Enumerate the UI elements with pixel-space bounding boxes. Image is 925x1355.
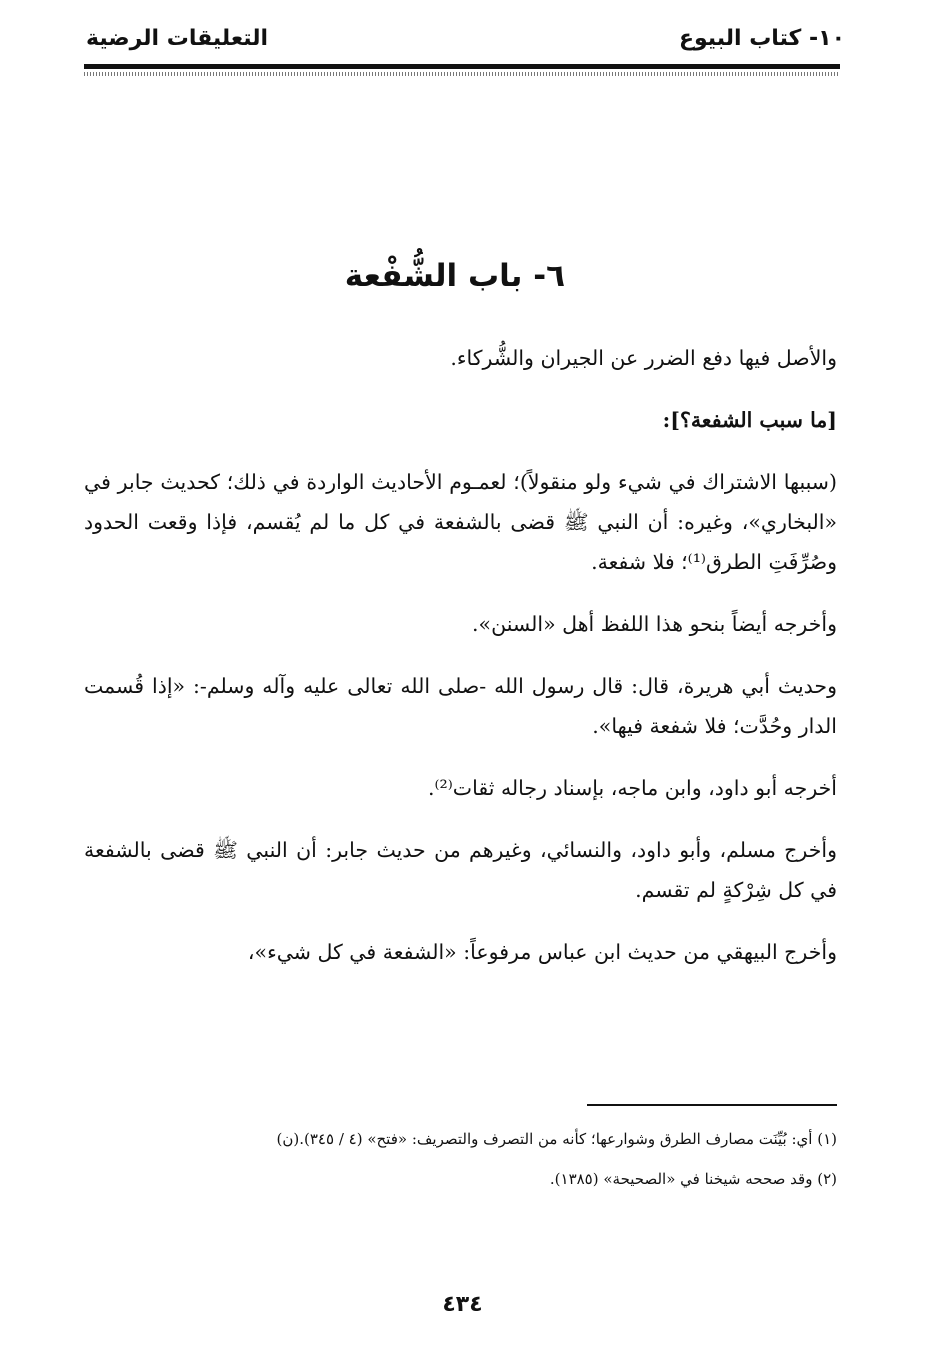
header-rule: [84, 64, 840, 69]
main-text: [84, 338, 837, 994]
paragraph: وحديث أبي هريرة، قال: قال رسول الله -صلى الله تعالى عليه وآله وسلم-: «إذا قُسمت الدار وحُدَّت؛ فلا شفعة فيها».: [84, 674, 837, 738]
paragraph: والأصل فيها دفع الضرر عن الجيران والشُّركاء.: [450, 346, 837, 370]
running-header-book-title: التعليقات الرضية: [86, 26, 269, 51]
footnote-separator: [587, 1104, 837, 1106]
footnote-2: (٢) وقد صححه شيخنا في «الصحيحة» (١٣٨٥).: [549, 1170, 837, 1188]
running-header-chapter: ١٠- كتاب البيوع: [678, 26, 845, 51]
question-heading: [ما سبب الشفعة؟]:: [662, 408, 837, 432]
paragraph: أخرجه أبو داود، وابن ماجه، بإسناد رجاله ثقات⁽²⁾.: [427, 776, 837, 800]
paragraph: وأخرج مسلم، وأبو داود، والنسائي، وغيرهم من حديث جابر: أن النبي ﷺ قضى بالشفعة في كل شِرْكةٍ لم تقسم.: [84, 838, 837, 902]
paragraph: (سببها الاشتراك في شيء ولو منقولاً)؛ لعمـوم الأحاديث الواردة في ذلك؛ كحديث جابر في «البخاري»، وغيره: أن النبي ﷺ قضى بالشفعة في كل ما لم يُقسم، فإذا وقعت الحدود وصُرِّفَتِ الطرق⁽¹⁾؛ فلا شفعة.: [84, 470, 837, 574]
paragraph: وأخرجه أيضاً بنحو هذا اللفظ أهل «السنن».: [472, 612, 837, 636]
paragraph: وأخرج البيهقي من حديث ابن عباس مرفوعاً: «الشفعة في كل شيء»،: [247, 940, 837, 964]
footnote-1: (١) أي: بُيِّنَت مصارف الطرق وشوارعها؛ كأنه من التصرف والتصريف: «فتح» (٤ / ٣٤٥).(ن): [276, 1130, 837, 1148]
section-title: ٦- باب الشُّفْعة: [344, 258, 565, 294]
footnotes: [84, 1122, 837, 1202]
header-dotted-rule: [84, 72, 840, 76]
page-number: ٤٣٤: [442, 1292, 483, 1317]
